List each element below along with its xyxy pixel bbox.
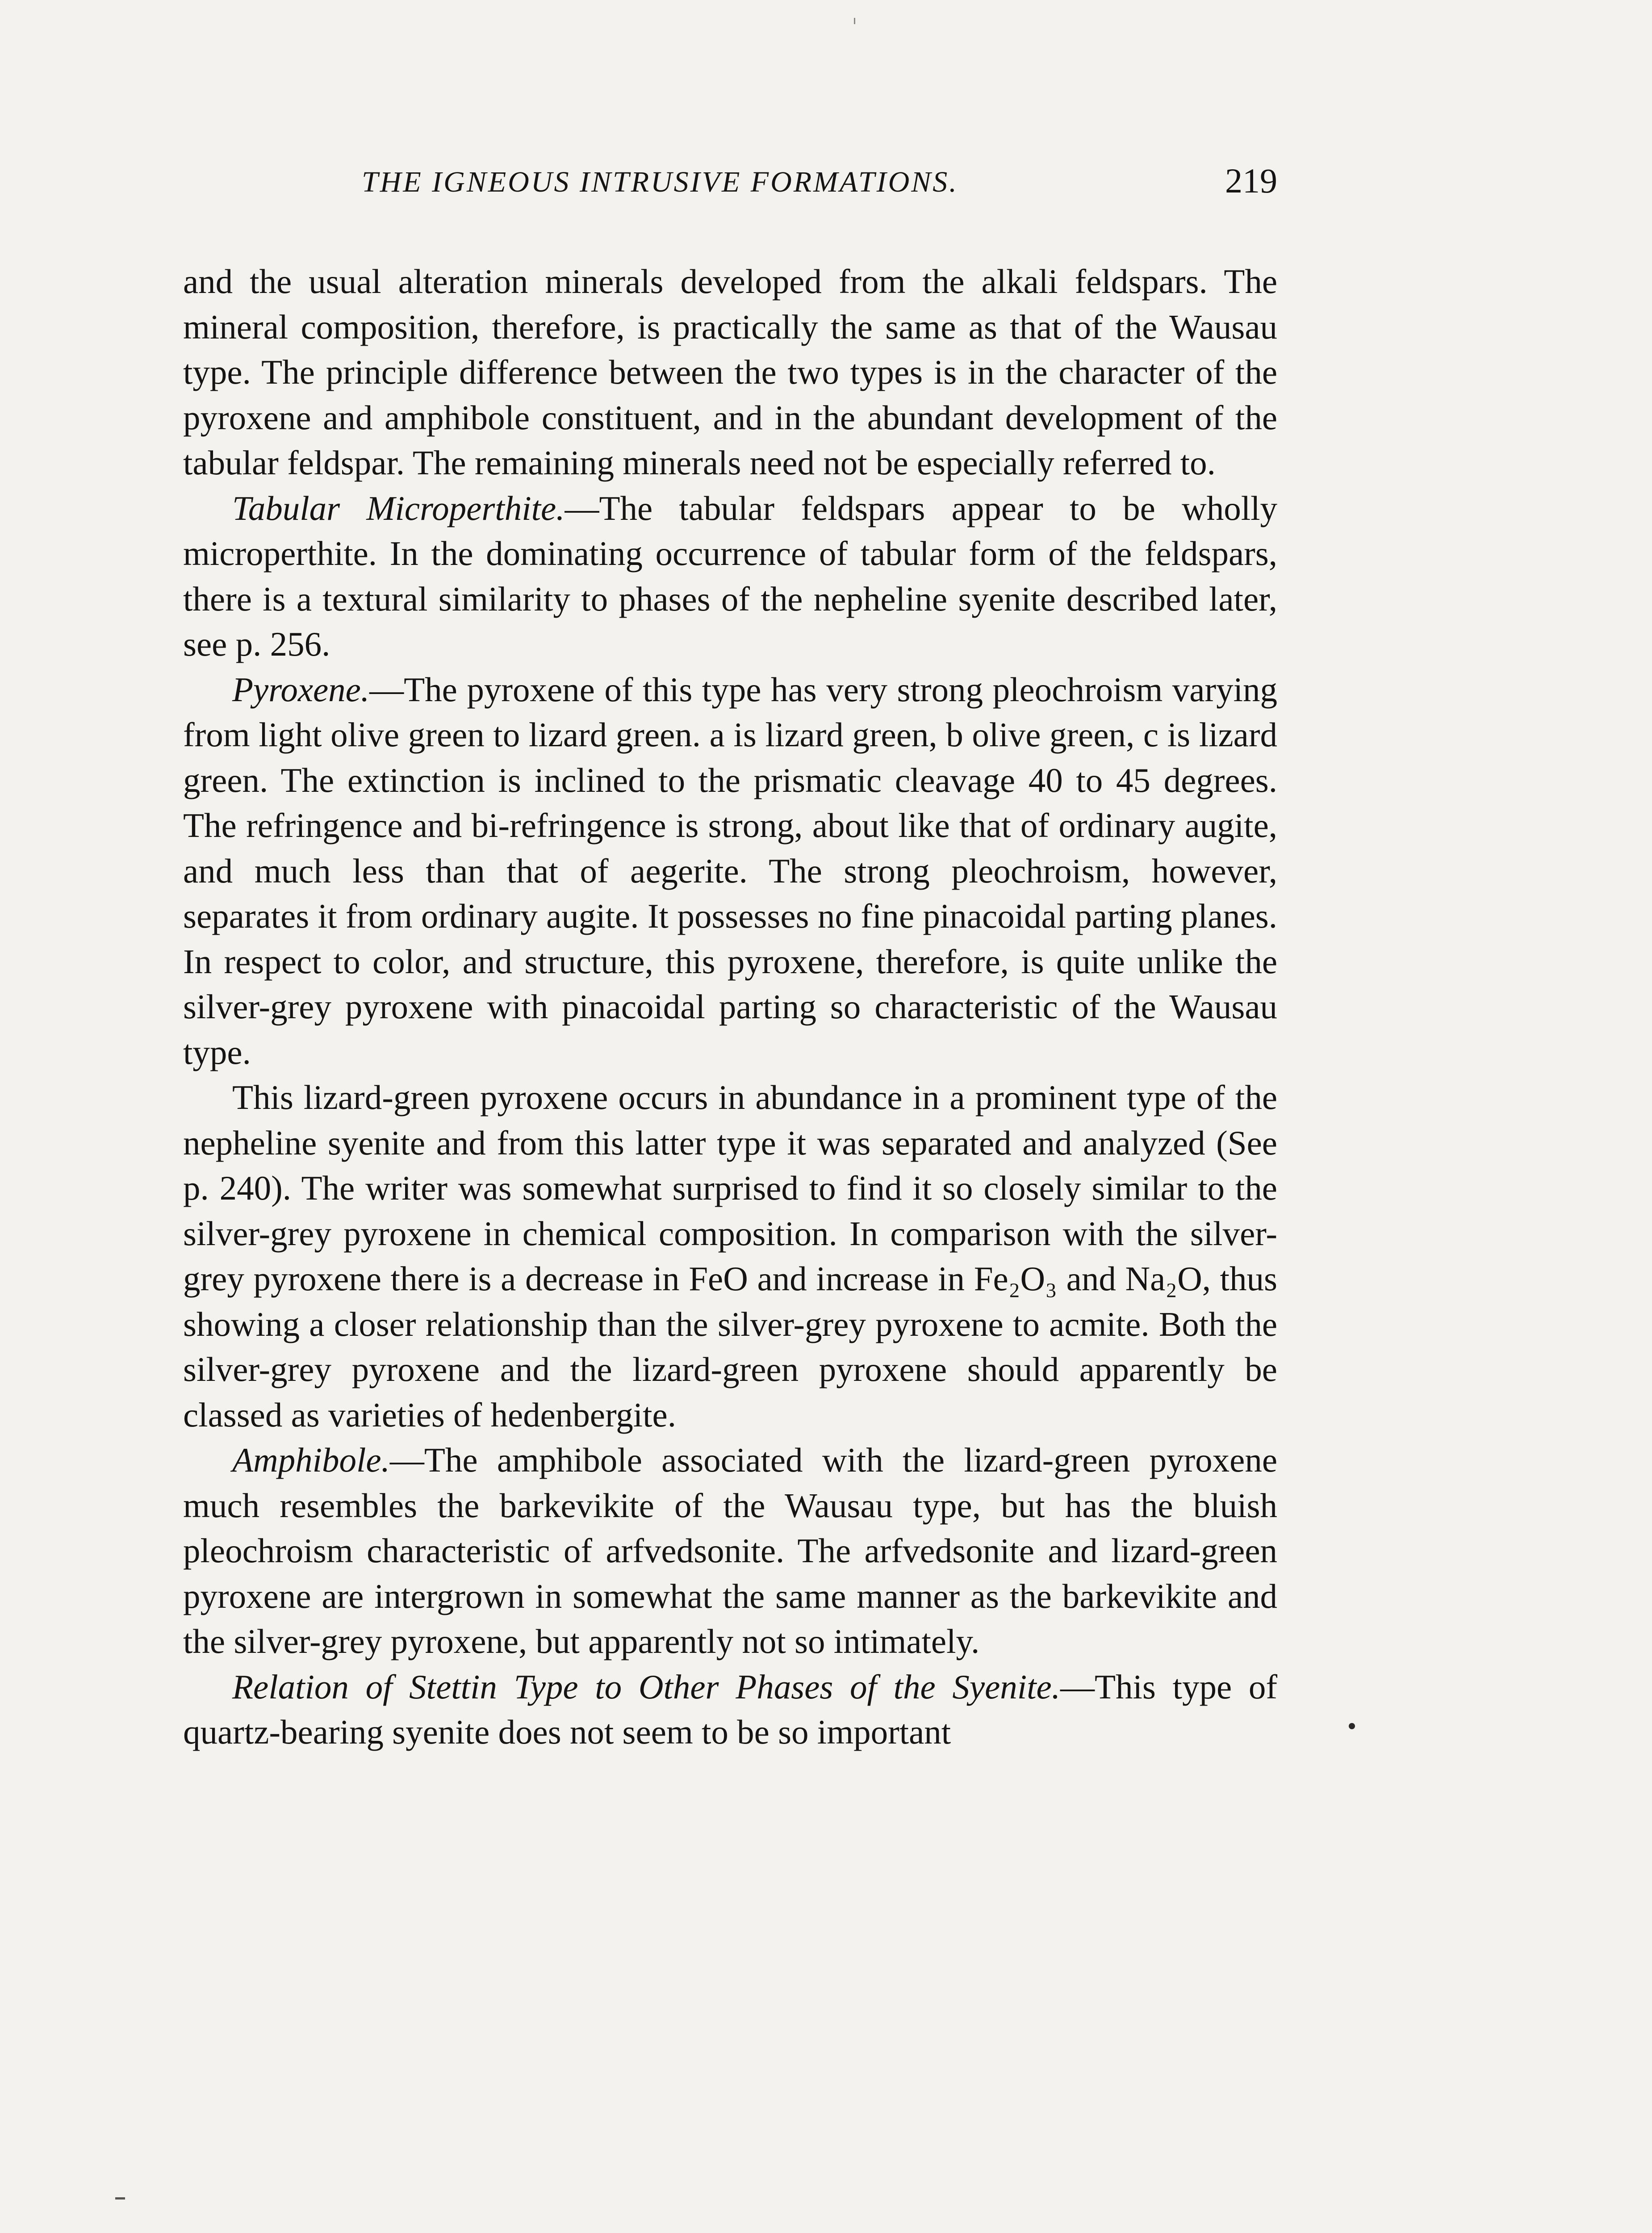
paragraph-lizard-green-pyroxene (183, 1075, 1277, 1438)
paragraph-text: and the usual alteration minerals developed from the alkali feldspars. The mineral composition, therefore, is practically the same as that of the Wausau type. The principle difference between the two types is in the character of the pyroxene and amphibole constituent, and in the abundant development of the tabular feldspar. The remaining minerals need not be especially referred to. (183, 262, 1277, 482)
paragraph-pyroxene (183, 667, 1277, 1075)
running-head (188, 161, 1277, 214)
paragraph-relation-stettin-type (183, 1664, 1277, 1755)
paragraph-text: —The amphibole associated with the lizard-green pyroxene much resembles the barkevikite of the Wausau type, but has the bluish pleochroism characteristic of arfvedsonite. The arfvedsonite and lizard-green pyroxene are intergrown in somewhat the same manner as the barkevikite and the silver-grey pyroxene, but apparently not so intimately. (183, 1441, 1277, 1660)
paragraph-text: —This type of quartz-bearing syenite does not seem to be so important (183, 1667, 1278, 1751)
paragraph-heading: Relation of Stettin Type to Other Phases of the Syenite. (232, 1667, 1060, 1706)
ink-tick-mark (854, 18, 855, 24)
page-number: 219 (1225, 161, 1277, 200)
ink-dot-mark (1349, 1723, 1355, 1729)
paragraph-heading: Tabular Microperthite. (232, 489, 565, 527)
running-title: THE IGNEOUS INTRUSIVE FORMATIONS. (362, 166, 958, 198)
paragraph-text: —The pyroxene of this type has very strong pleochroism varying from light olive green to lizard green. a is lizard green, b olive green, c is lizard green. The extinction is inclined to the prismatic cleavage 40 to 45 degrees. The refringence and bi-refringence is strong, about like that of ordinary augite, and much less than that of aegerite. The strong pleochroism, however, separates it from ordinary augite. It possesses no fine pinacoidal parting planes. In respect to color, and structure, this pyroxene, therefore, is quite unlike the silver-grey pyroxene with pinacoidal parting so characteristic of the Wausau type. (183, 670, 1277, 1071)
paragraph-text: This lizard-green pyroxene occurs in abundance in a prominent type of the nepheline syenite and from this latter type it was separated and analyzed (See p. 240). The writer was somewhat surprised to find it so closely similar to the silver-grey pyroxene in chemical composition. In comparison with the silver-grey pyroxene there is a decrease in FeO and increase in Fe₂O₃ and Na₂O, thus showing a closer relationship than the silver-grey pyroxene to acmite. Both the silver-grey pyroxene and the lizard-green pyroxene should apparently be classed as varieties of hedenbergite. (183, 1078, 1277, 1434)
paragraph-mineral-composition (183, 259, 1277, 486)
body-text (183, 259, 1277, 1755)
paragraph-amphibole (183, 1438, 1277, 1664)
paragraph-tabular-microperthite (183, 486, 1277, 667)
paragraph-heading: Amphibole. (232, 1441, 390, 1479)
ink-dash-mark (115, 2197, 125, 2200)
paragraph-heading: Pyroxene. (232, 670, 370, 709)
paragraph-text: —The tabular feldspars appear to be wholly microperthite. In the dominating occurrence of tabular form of the feldspars, there is a textural similarity to phases of the nepheline syenite described later, see p. 256. (183, 489, 1277, 663)
